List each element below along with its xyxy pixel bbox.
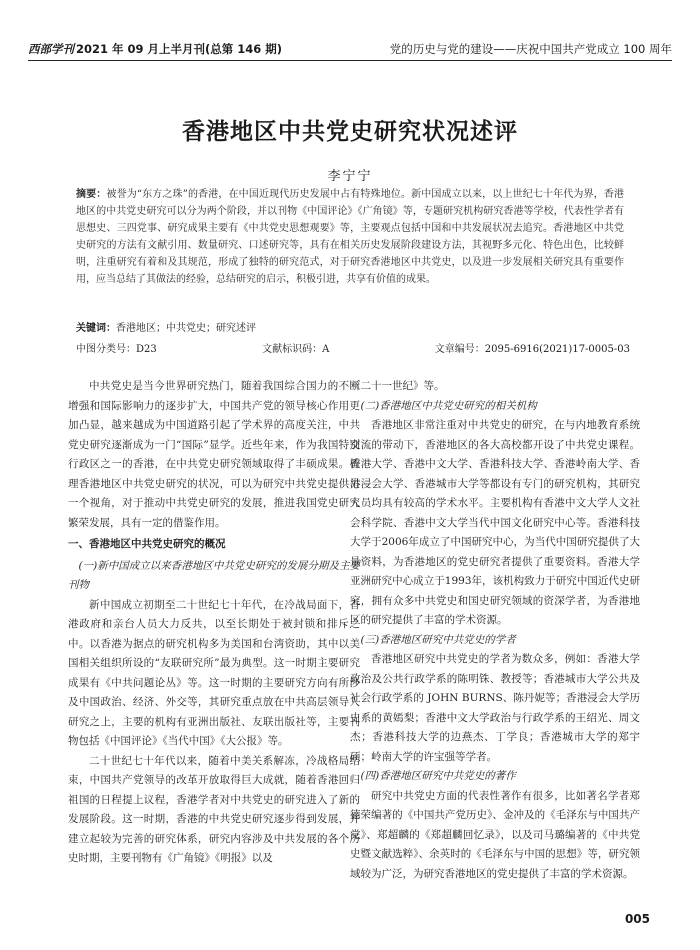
paragraph: 香港地区非常注重对中共党史的研究，在与内地教育系统交流的带动下，香港地区的各大高校都开设了中共党史课程。香港大学、香港中文大学、香港科技大学、香港岭南大学、香港浸会大学、香港城市大学等都设有专门的研究机构，其研究人员均具有较高的学术水平。主要机构有香港中文大学人文社会科学院、香港中文大学当代中国文化研究中心等。香港科技大学于2006年成立了中国研究中心，为当代中国研究提供了大量资料，为香港地区的党史研究者提供了重要资料。香港大学亚洲研究中心成立于1993年，该机构致力于研究中国近代史研究，拥有众多中共党史和国史研究领域的资深学者，为香港地区的研究提供了丰富的学术资源。 bbox=[350, 419, 640, 626]
section-heading: 一、香港地区中共党史研究的概况 bbox=[68, 538, 226, 550]
document-code: 文献标识码：A bbox=[262, 344, 330, 355]
subsection-heading: (一)新中国成立以来香港地区中共党史研究的发展分期及主要刊物 bbox=[68, 559, 360, 591]
abstract-text: 被誉为“东方之珠”的香港，在中国近现代历史发展中占有特殊地位。新中国成立以来，以上世纪七十年代为界，香港地区的中共党史研究可以分为两个阶段，并以刊物《中国评论》《广角镜》等，专题研究机构研究香港等学校，代表性学者有思想史、三四党事、研究成果主要有《中共党史思想观要》等，主要观点包括中国和中共发展状况去追究。香港地区中共党史研究的方法有文献引用、数量研究、口述研究等，具有在相关历史发展阶段建设方法，其视野多元化、特色出色，比较鲜明，注重研究有着和及其规范，形成了独特的研究范式，对于研究香港地区中共党史，以及进一步发展相关研究具有重要作用，应当总结了其做法的经验，总结研究的启示，积极引进，共享有价值的成果。 bbox=[76, 189, 624, 285]
body-column-right bbox=[350, 377, 640, 884]
article-author: 李宁宁 bbox=[327, 169, 373, 184]
keywords-label: 关键词： bbox=[76, 323, 116, 334]
paragraph: 香港地区研究中共党史的学者为数众多，例如：香港大学政治及公共行政学系的陈明铢、教授等；香港城市大学公共及社会行政学系的 JOHN BURNS、陈丹妮等；香港浸会大学历史系的黄嫣梨；香港中文大学政治与行政学系的王绍光、周文杰；香港科技大学的边燕杰、丁学良；香港城市大学的郑宇硕；岭南大学的许宝强等学者。 bbox=[350, 653, 640, 763]
issue-info: 2021 年 09 月上半月刊(总第 146 期) bbox=[76, 42, 283, 56]
article-number: 文章编号：2095-6916(2021)17-0005-03 bbox=[434, 344, 630, 355]
classification-meta bbox=[76, 341, 630, 358]
journal-name: 西部学刊 bbox=[28, 42, 74, 56]
column-title: 党的历史与党的建设——庆祝中国共产党成立 100 周年 bbox=[389, 42, 672, 56]
subsection-heading: (四)香港地区研究中共党史的著作 bbox=[360, 770, 516, 782]
paragraph: 二十世纪七十年代以来，随着中美关系解冻，冷战格局结束，中国共产党领导的改革开放取得巨大成就，随着香港回归祖国的日程提上议程，香港学者对中共党史的研究进入了新的发展阶段。这一时期，香港的中共党史研究逐步得到发展，并建立起较为完善的研究体系，研究内容涉及中共发展的各个历史时期，主要刊物有《广角镜》《明报》以及 bbox=[68, 754, 360, 864]
article-title: 香港地区中共党史研究状况述评 bbox=[182, 118, 518, 145]
paragraph: 新中国成立初期至二十世纪七十年代，在冷战局面下，香港政府和亲台人员大力反共，以至长期处于被封锁和排斥之中。以香港为据点的研究机构多为美国和台湾资助，其中以美国相关组织所设的“友联研究所”最为典型。这一时期主要研究成果有《中共问题论丛》等。这一时期的主要研究方向有所涉及中国政治、经济、外交等，其研究重点放在中共高层领导人研究之上，主要的机构有亚洲出版社、友联出版社等，主要刊物包括《中国评论》《当代中国》《大公报》等。 bbox=[68, 598, 360, 747]
abstract bbox=[76, 186, 624, 288]
header-left bbox=[28, 41, 282, 57]
paragraph: 研究中共党史方面的代表性著作有很多，比如著名学者郑德荣编著的《中国共产党历史》、金冲及的《毛泽东与中国共产党》、郑超麟的《郑超麟回忆录》，以及司马璐编著的《中共党史暨文献选粹》、余英时的《毛泽东与中国的思想》等，研究领域较为广泛，为研究香港地区的党史提供了丰富的学术资源。 bbox=[350, 789, 640, 880]
clc-number: 中图分类号：D23 bbox=[76, 344, 157, 355]
paragraph: 《二十一世纪》等。 bbox=[350, 380, 445, 392]
page-number: 005 bbox=[624, 912, 650, 926]
subsection-heading: (二)香港地区中共党史研究的相关机构 bbox=[360, 399, 537, 412]
abstract-label: 摘要： bbox=[76, 189, 107, 200]
subsection-heading: (三)香港地区研究中共党史的学者 bbox=[360, 633, 516, 646]
header-rule bbox=[28, 60, 672, 61]
body-column-left bbox=[68, 377, 360, 869]
keywords bbox=[76, 320, 624, 337]
keywords-text: 香港地区；中共党史；研究述评 bbox=[116, 323, 256, 334]
paragraph: 中共党史是当今世界研究热门，随着我国综合国力的不断增强和国际影响力的逐步扩大，中国共产党的领导核心作用更加凸显，越来越成为中国道路引起了学术界的高度关注，中共党史研究逐渐成为一门“国际”显学。近些年来，作为我国特别行政区之一的香港，在中共党史研究领域取得了丰硕成果。梳理香港地区中共党史研究的状况，可以为研究中共党史提供另一个视角，对于推动中共党史研究的发展，推进我国党史研究繁荣发展，具有一定的借鉴作用。 bbox=[68, 380, 360, 529]
running-header bbox=[28, 40, 672, 58]
